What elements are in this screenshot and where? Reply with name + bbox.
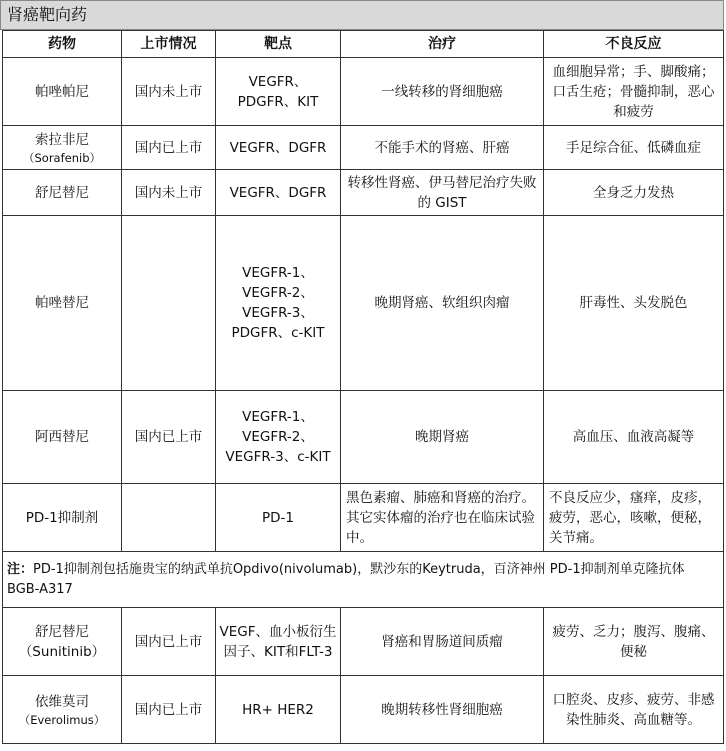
drug-target: VEGFR、DGFR [216, 170, 341, 216]
drug-treatment: 转移性肾癌、伊马替尼治疗失败的 GIST [341, 170, 544, 216]
market-status: 国内已上市 [122, 608, 216, 676]
drug-adverse: 高血压、血液高凝等 [544, 391, 724, 484]
drug-adverse: 全身乏力发热 [544, 170, 724, 216]
table-row [3, 608, 724, 676]
header-target: 靶点 [216, 31, 341, 58]
market-status: 国内已上市 [122, 676, 216, 744]
market-status [122, 216, 216, 391]
drug-name: 依维莫司 [35, 693, 89, 710]
drug-treatment: 肾癌和胃肠道间质瘤 [341, 608, 544, 676]
drug-treatment: 不能手术的肾癌、肝癌 [341, 126, 544, 170]
drug-adverse: 口腔炎、皮疹、疲劳、非感染性肺炎、高血糖等。 [544, 676, 724, 744]
market-status [122, 484, 216, 552]
table-row [3, 216, 724, 391]
drug-target: VEGFR-1、VEGFR-2、VEGFR-3、c-KIT [216, 391, 341, 484]
drug-target: VEGF、血小板衍生因子、KIT和FLT-3 [216, 608, 341, 676]
drug-treatment: 晚期肾癌、软组织肉瘤 [341, 216, 544, 391]
drug-table [2, 30, 724, 744]
drug-english-name: （Everolimus） [18, 712, 106, 727]
drug-target: VEGFR、PDGFR、KIT [216, 58, 341, 126]
table-row [3, 170, 724, 216]
drug-name: 索拉非尼 [35, 131, 89, 148]
header-row [3, 31, 724, 58]
drug-treatment: 一线转移的肾细胞癌 [341, 58, 544, 126]
drug-english-name: （Sunitinib） [18, 643, 106, 660]
note-row [3, 552, 724, 608]
table-title: 肾癌靶向药 [0, 0, 724, 30]
drug-name: 帕唑帕尼 [3, 58, 122, 126]
table-row [3, 484, 724, 552]
drug-target: VEGFR、DGFR [216, 126, 341, 170]
market-status: 国内已上市 [122, 126, 216, 170]
drug-target: HR+ HER2 [216, 676, 341, 744]
table-row [3, 126, 724, 170]
drug-cell [3, 126, 122, 170]
drug-name: PD-1抑制剂 [3, 484, 122, 552]
drug-treatment: 黑色素瘤、肺癌和肾癌的治疗。其它实体瘤的治疗也在临床试验中。 [341, 484, 544, 552]
drug-adverse: 不良反应少，瘙痒，皮疹，疲劳，恶心，咳嗽，便秘，关节痛。 [544, 484, 724, 552]
note-cell [3, 552, 724, 608]
drug-cell [3, 608, 122, 676]
drug-adverse: 疲劳、乏力；腹泻、腹痛、便秘 [544, 608, 724, 676]
drug-adverse: 肝毒性、头发脱色 [544, 216, 724, 391]
drug-name: 舒尼替尼 [3, 170, 122, 216]
drug-name: 舒尼替尼 [35, 623, 89, 640]
drug-target: VEGFR-1、VEGFR-2、VEGFR-3、PDGFR、c-KIT [216, 216, 341, 391]
drug-name: 帕唑替尼 [3, 216, 122, 391]
market-status: 国内未上市 [122, 170, 216, 216]
note-label: 注： [7, 561, 34, 577]
drug-adverse: 手足综合征、低磷血症 [544, 126, 724, 170]
drug-target: PD-1 [216, 484, 341, 552]
drug-english-name: （Sorafenib） [22, 150, 102, 165]
drug-name: 阿西替尼 [3, 391, 122, 484]
table-row [3, 391, 724, 484]
drug-treatment: 晚期肾癌 [341, 391, 544, 484]
header-adverse: 不良反应 [544, 31, 724, 58]
note-text: PD-1抑制剂包括施贵宝的纳武单抗Opdivo(nivolumab)，默沙东的Keytruda，百济神州 PD-1抑制剂单克隆抗体 BGB-A317 [7, 561, 685, 597]
drug-adverse: 血细胞异常；手、脚酸痛；口舌生疮；骨髓抑制，恶心和疲劳 [544, 58, 724, 126]
market-status: 国内已上市 [122, 391, 216, 484]
header-treatment: 治疗 [341, 31, 544, 58]
header-drug: 药物 [3, 31, 122, 58]
table-row [3, 676, 724, 744]
drug-treatment: 晚期转移性肾细胞癌 [341, 676, 544, 744]
table-row [3, 58, 724, 126]
market-status: 国内未上市 [122, 58, 216, 126]
drug-cell [3, 676, 122, 744]
header-status: 上市情况 [122, 31, 216, 58]
